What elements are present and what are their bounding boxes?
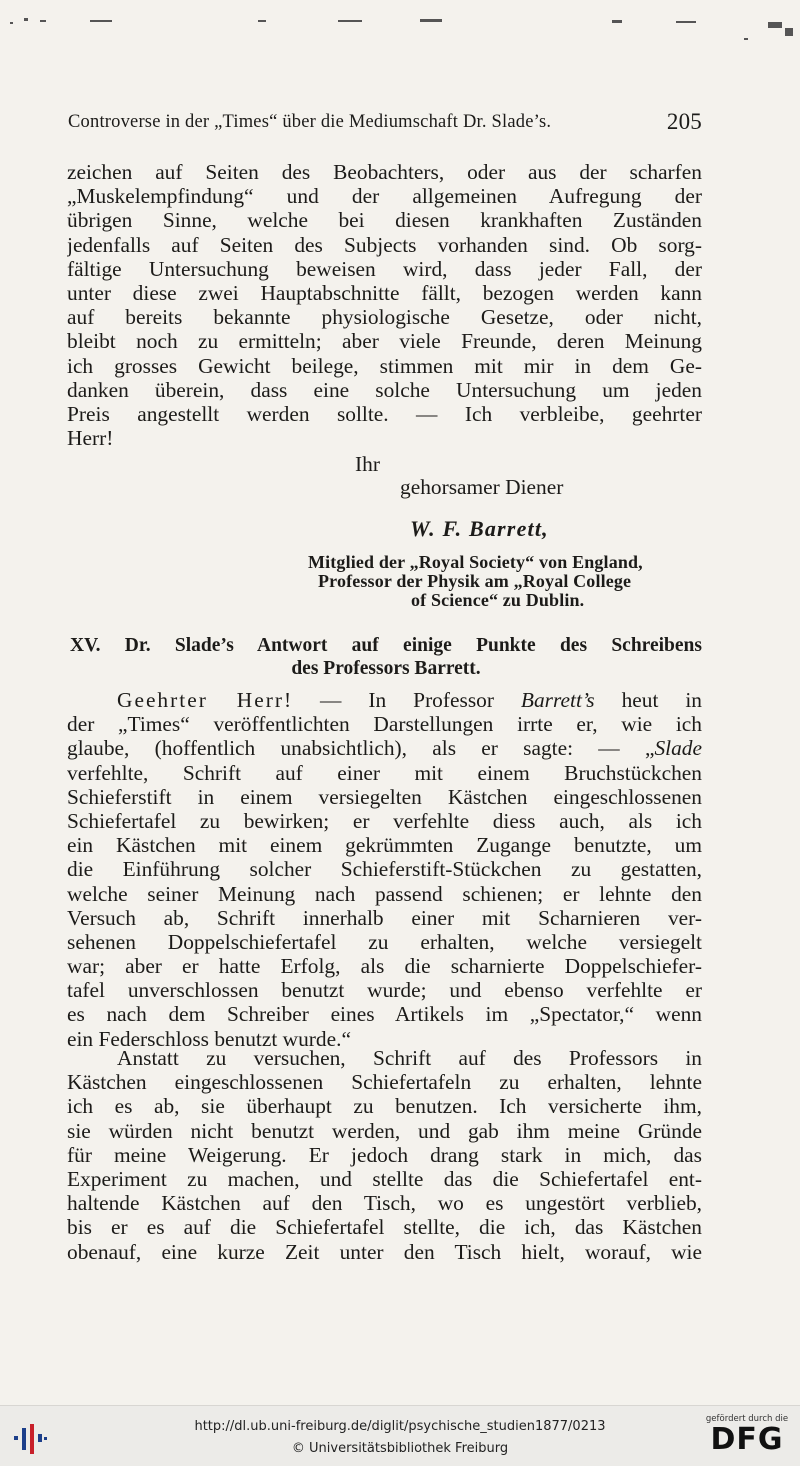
text-line: Preis angestellt werden sollte. — Ich verbleibe, geehrter — [67, 401, 702, 426]
section-heading — [70, 634, 702, 680]
salutation: Geehrter Herr! — [117, 688, 294, 712]
text-line: Schieferstift in einem versiegelten Kästchen eingeschlossenen — [67, 784, 702, 809]
paragraph-1 — [67, 160, 702, 450]
text-line: obenauf, eine kurze Zeit unter den Tisch hielt, worauf, wie — [67, 1239, 702, 1264]
text-span: — In Professor — [293, 688, 521, 712]
name-italic: Slade — [654, 736, 702, 761]
text-line: ich es ab, sie überhaupt zu benutzen. Ich versicherte ihm, — [67, 1094, 702, 1119]
text-line: haltende Kästchen auf den Tisch, wo es ungestört verblieb, — [67, 1191, 702, 1216]
text-line — [67, 736, 702, 760]
copyright-text: © Universitätsbibliothek Freiburg — [291, 1441, 509, 1456]
text-line: „Muskelempfindung“ und der allgemeinen Aufregung der — [67, 184, 702, 209]
dfg-logo-text: DFG — [710, 1422, 784, 1457]
text-line: die Einführung solcher Schieferstift-Stückchen zu gestatten, — [67, 857, 702, 882]
paragraph-3 — [67, 1046, 702, 1264]
affiliation-line: Mitglied der „Royal Society“ von England, — [308, 552, 643, 572]
section-heading-line-1: XV. Dr. Slade’s Antwort auf einige Punkte des Schreibens — [70, 635, 702, 656]
text-line: ein Federschloss benutzt wurde.“ — [67, 1026, 351, 1051]
text-line: der „Times“ veröffentlichten Darstellungen irrte er, wie ich — [67, 712, 702, 737]
text-span: heut in — [594, 688, 702, 712]
affiliation-line: Professor der Physik am „Royal College — [318, 571, 632, 591]
text-line: danken überein, dass eine solche Untersuchung um jeden — [67, 377, 702, 402]
name-italic: Barrett’s — [520, 688, 595, 712]
running-header — [68, 109, 702, 134]
scan-noise — [0, 8, 800, 48]
text-span: glaube, (hoffentlich unabsichtlich), als er sagte: — „ — [67, 736, 655, 761]
viewer-footer — [0, 1405, 800, 1466]
text-line — [67, 688, 702, 712]
text-line: übrigen Sinne, welche bei diesen krankhaften Zuständen — [67, 208, 702, 233]
text-line: sie würden nicht benutzt werden, und gab ihm meine Gründe — [67, 1118, 702, 1143]
text-line: jedenfalls auf Seiten des Subjects vorhanden sind. Ob sorg- — [67, 232, 702, 257]
running-title: Controverse in der „Times“ über die Mediumschaft Dr. Slade’s. — [68, 112, 552, 132]
text-line: tafel unverschlossen benutzt wurde; und ebenso verfehlte er — [67, 978, 702, 1003]
text-line: fältige Untersuchung beweisen wird, dass jeder Fall, der — [67, 256, 702, 281]
dfg-tagline: gefördert durch die — [705, 1414, 789, 1424]
text-line: Herr! — [67, 426, 114, 451]
closing-diener: gehorsamer Diener — [400, 475, 564, 499]
permalink-url[interactable]: http://dl.ub.uni-freiburg.de/diglit/psychische_studien1877/0213 — [194, 1419, 606, 1434]
signature: W. F. Barrett, — [410, 516, 549, 541]
page-number: 205 — [666, 109, 702, 134]
text-line: Versuch ab, Schrift innerhalb einer mit Scharnieren ver- — [67, 905, 702, 930]
text-line: für meine Weigerung. Er jedoch drang stark in mich, das — [67, 1142, 702, 1167]
text-line: welche seiner Meinung nach passend schienen; er lehnte den — [67, 881, 702, 906]
affiliation-line: of Science“ zu Dublin. — [411, 590, 585, 610]
text-line: war; aber er hatte Erfolg, als die scharnierte Doppelschiefer- — [67, 954, 702, 979]
closing-ihr: Ihr — [355, 452, 380, 476]
text-line: unter diese zwei Hauptabschnitte fällt, bezogen werden kann — [67, 280, 702, 305]
text-line: Anstatt zu versuchen, Schrift auf des Professors in — [117, 1046, 702, 1070]
text-line: es nach dem Schreiber eines Artikels im „Spectator,“ wenn — [67, 1002, 702, 1027]
text-line: ich grosses Gewicht beilege, stimmen mit mir in dem Ge- — [67, 353, 702, 378]
text-line: bleibt noch zu ermitteln; aber viele Freunde, deren Meinung — [67, 329, 702, 354]
text-line: Schiefertafel zu bewirken; er verfehlte diess auch, als ich — [67, 808, 702, 833]
paragraph-2 — [67, 688, 702, 1051]
text-line: auf bereits bekannte physiologische Gesetze, oder nicht, — [67, 305, 702, 330]
text-line: Experiment zu machen, und stellte das die Schiefertafel ent- — [67, 1166, 702, 1191]
text-line: bis er es auf die Schiefertafel stellte, die ich, das Kästchen — [67, 1215, 702, 1240]
text-line: ein Kästchen mit einem gekrümmten Zugange benutzte, um — [67, 833, 702, 858]
text-line: Kästchen eingeschlossenen Schiefertafeln zu erhalten, lehnte — [67, 1070, 702, 1095]
text-line: sehenen Doppelschiefertafel zu erhalten, welche versiegelt — [67, 929, 702, 954]
text-line: zeichen auf Seiten des Beobachters, oder aus der scharfen — [67, 160, 702, 184]
section-heading-line-2: des Professors Barrett. — [291, 658, 481, 679]
dfg-logo[interactable] — [702, 1414, 792, 1457]
text-line: verfehlte, Schrift auf einer mit einem Bruchstückchen — [67, 760, 702, 785]
